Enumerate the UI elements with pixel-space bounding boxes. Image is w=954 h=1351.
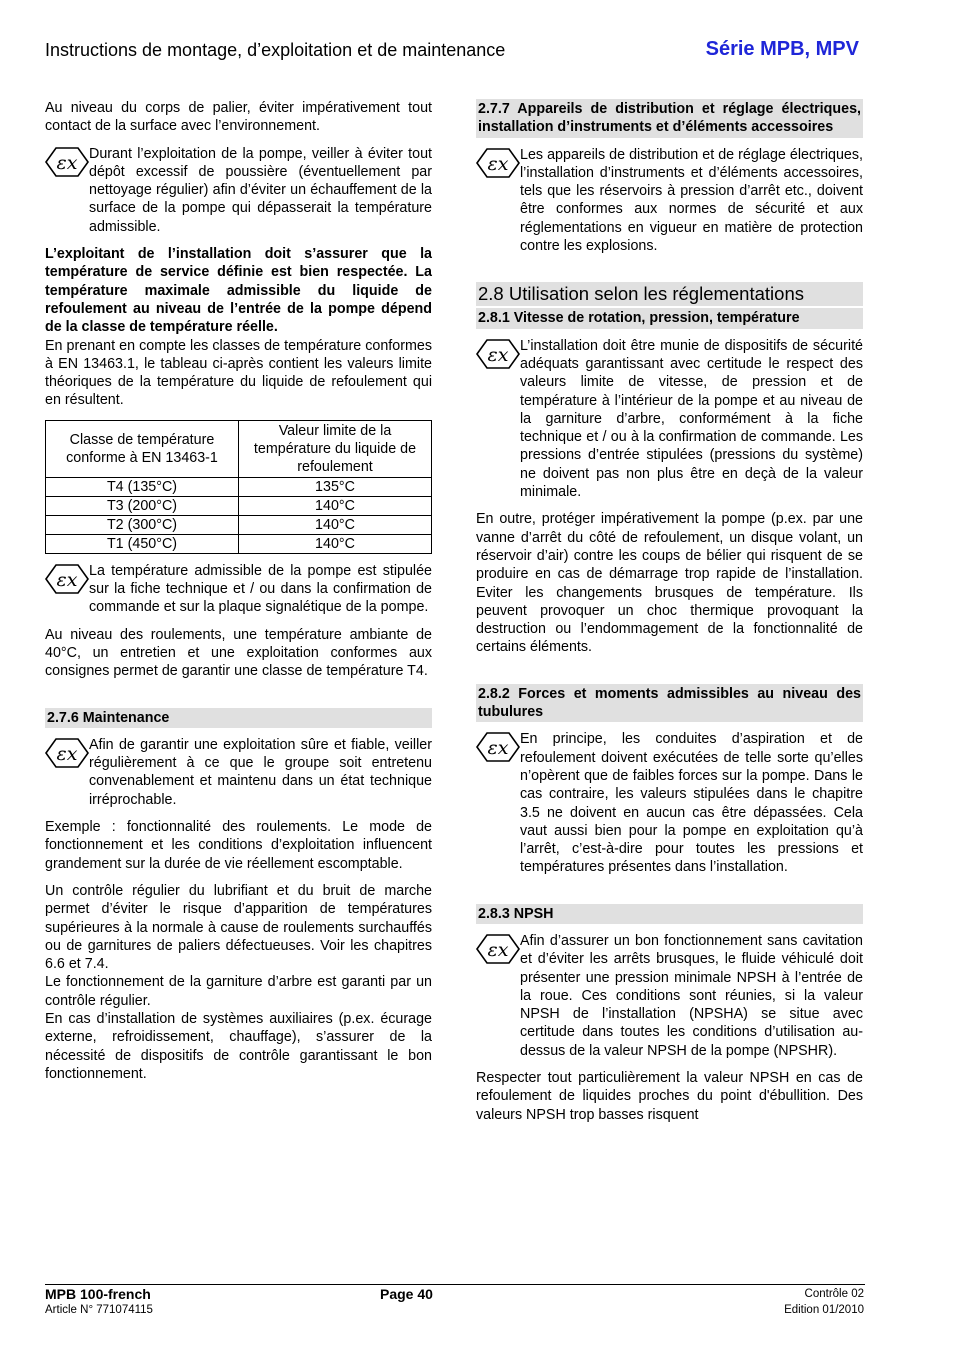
paragraph: Au niveau des roulements, une température ambiante de 40°C, un entretien et une exploitation conformes aux consignes permet de garantir une classe de température T4. bbox=[45, 626, 432, 680]
ex-warning bbox=[476, 146, 863, 256]
ex-text: Afin d’assurer un bon fonctionnement sans cavitation et d’éviter les arrêts brusques, le fluide véhiculé doit présenter une pression minimale NPSH à l’entrée de la roue. Ces conditions sont réunies, si la valeur NPSH de l’installation (NPSHA) se situe avec certitude dans toutes les conditions d’utilisation au-dessus de la valeur NPSH de la pompe (NPSHR). bbox=[520, 932, 863, 1059]
right-column bbox=[476, 99, 863, 1124]
table-cell: T1 (450°C) bbox=[46, 534, 239, 553]
paragraph: Exemple : fonctionnalité des roulements. Le mode de fonctionnement et les conditions d’exploitation influencent grandement sur la durée de vie réellement escomptable. bbox=[45, 819, 432, 872]
paragraph: Au niveau du corps de palier, éviter impérativement tout contact de la surface avec l’environnement. bbox=[45, 100, 432, 135]
ex-text: La température admissible de la pompe est stipulée sur la fiche technique et / ou dans la confirmation de commande et sur la plaque signalétique de la pompe. bbox=[89, 562, 432, 616]
paragraph: En prenant en compte les classes de température conformes à EN 13463.1, le tableau ci-après contient les valeurs limite théoriques de la température du liquide de refoulement qui en résultent. bbox=[45, 337, 432, 409]
table-row bbox=[46, 477, 432, 496]
table-header: Valeur limite de la température du liquide de refoulement bbox=[239, 420, 432, 477]
ex-icon bbox=[476, 933, 520, 965]
paragraph: En cas d’installation de systèmes auxiliaires (p.ex. écurage externe, refroidissement, chauffage), s’assurer de la nécessité de dispositifs de contrôle garantissant le bon fonctionnement. bbox=[45, 1010, 432, 1082]
paragraph: Respecter tout particulièrement la valeur NPSH en cas de refoulement de liquides proches du point d'ébullition. Des valeurs NPSH trop basses risquent bbox=[476, 1070, 863, 1123]
ex-icon bbox=[45, 563, 89, 595]
svg-text:εx: εx bbox=[56, 151, 78, 174]
footer-article-number: Article N° 771074115 bbox=[45, 1304, 153, 1316]
ex-warning bbox=[45, 562, 432, 617]
section-heading-2-8-2: 2.8.2 Forces et moments admissibles au niveau des tubulures bbox=[476, 684, 863, 723]
table-cell: T4 (135°C) bbox=[46, 477, 239, 496]
table-cell: T3 (200°C) bbox=[46, 496, 239, 515]
section-heading-2-8-3: 2.8.3 NPSH bbox=[476, 904, 863, 924]
footer-edition: Edition 01/2010 bbox=[784, 1304, 864, 1316]
ex-warning bbox=[476, 932, 863, 1060]
table-row bbox=[46, 515, 432, 534]
footer-page-number: Page 40 bbox=[380, 1286, 433, 1302]
footer-document-id: MPB 100-french bbox=[45, 1286, 151, 1302]
svg-text:εx: εx bbox=[487, 737, 509, 760]
svg-text:εx: εx bbox=[487, 343, 509, 366]
paragraph: Un contrôle régulier du lubrifiant et du bruit de marche permet d’éviter le risque d’apparition de températures supérieures à la normale à cause de roulements surchauffés ou de garnitures de paliers défectueuses. Voir les chapitres 6.6 et 7.4. bbox=[45, 882, 432, 973]
ex-icon bbox=[45, 146, 89, 178]
ex-text: Durant l’exploitation de la pompe, veiller à éviter tout dépôt excessif de poussière (éventuellement par nettoyage régulier) afin d’éviter un échauffement de la surface de la pompe qui dépasserait la température admissible. bbox=[89, 145, 432, 235]
table-cell: 140°C bbox=[239, 515, 432, 534]
table-cell: 135°C bbox=[239, 477, 432, 496]
paragraph: Le fonctionnement de la garniture d’arbre est garanti par un contrôle régulier. bbox=[45, 974, 432, 1009]
svg-text:εx: εx bbox=[56, 568, 78, 591]
ex-text: En principe, les conduites d’aspiration et de refoulement doivent exécutées de telle sorte qu’elles n’opèrent que de faibles forces sur la pompe. Dans le cas contraire, les valeurs stipulées dans le chapitre 3.5 ne doivent en aucun cas être dépassées. Cela vaut aussi bien pour la pompe en exploitation qu’à l’arrêt, c’est-à-dire pour toutes les pressions et températures présentes dans l’installation. bbox=[520, 731, 863, 876]
ex-icon bbox=[476, 147, 520, 179]
ex-text: Les appareils de distribution et de réglage électriques, l’installation d’instruments et d’éléments accessoires, tels que les réservoirs à pression d’arrêt etc., doivent être conformes aux normes de sécurité et aux réglementations en vigueur en matière de protection contre les explosions. bbox=[520, 146, 863, 255]
ex-text: L’installation doit être munie de dispositifs de sécurité adéquats garantissant avec certitude le respect des valeurs limite de vitesse, de pression et de température à l’intérieur de la pompe et au niveau de la garniture d’arbre, conformément à la fiche technique et / ou à la confirmation de commande. Les pressions d’entrée stipulées (pressions du système) ne doivent pas non plus être en deçà de la valeur minimale. bbox=[520, 337, 863, 501]
ex-warning bbox=[45, 736, 432, 809]
section-heading-2-7-7: 2.7.7 Appareils de distribution et réglage électriques, installation d’instruments et d’éléments accessoires bbox=[476, 99, 863, 138]
table-row bbox=[46, 534, 432, 553]
ex-warning bbox=[476, 730, 863, 876]
svg-text:εx: εx bbox=[487, 938, 509, 961]
table-row bbox=[46, 496, 432, 515]
header-series: Série MPB, MPV bbox=[705, 38, 859, 60]
section-heading-2-8: 2.8 Utilisation selon les réglementations bbox=[476, 282, 863, 306]
temperature-table bbox=[45, 420, 432, 554]
left-column bbox=[45, 99, 432, 1083]
paragraph: En outre, protéger impérativement la pompe (p.ex. par une vanne d’arrêt du côté de refoulement, un disque volant, un réservoir d’air) contre les coups de bélier qui risquent de se produire en cas de démarrage trop rapide de l’installation. Eviter les changements brusques de température. Ils peuvent provoquer un choc thermique provoquant la destruction ou l’endommagement de la fonctionnalité de certains éléments. bbox=[476, 511, 863, 656]
table-cell: T2 (300°C) bbox=[46, 515, 239, 534]
table-cell: 140°C bbox=[239, 534, 432, 553]
section-heading-maintenance: 2.7.6 Maintenance bbox=[45, 708, 432, 728]
footer-divider bbox=[45, 1284, 865, 1285]
ex-warning bbox=[476, 337, 863, 502]
section-heading-2-8-1: 2.8.1 Vitesse de rotation, pression, température bbox=[476, 308, 863, 328]
ex-icon bbox=[476, 338, 520, 370]
table-cell: 140°C bbox=[239, 496, 432, 515]
ex-text: Afin de garantir une exploitation sûre et fiable, veiller régulièrement à ce que le groupe soit entretenu convenablement et maintenu dans un état technique irréprochable. bbox=[89, 736, 432, 808]
header-title: Instructions de montage, d’exploitation et de maintenance bbox=[45, 40, 506, 60]
ex-warning bbox=[45, 145, 432, 236]
ex-icon bbox=[476, 731, 520, 763]
svg-text:εx: εx bbox=[56, 742, 78, 765]
table-header: Classe de température conforme à EN 13463-1 bbox=[46, 420, 239, 477]
svg-text:εx: εx bbox=[487, 152, 509, 175]
bold-notice: L’exploitant de l’installation doit s’assurer que la température de service définie est bien respectée. La température maximale admissible du liquide de refoulement au niveau de l’entrée de la pompe dépend de la classe de température réelle. bbox=[45, 246, 432, 336]
footer-control: Contrôle 02 bbox=[804, 1288, 864, 1300]
ex-icon bbox=[45, 737, 89, 769]
